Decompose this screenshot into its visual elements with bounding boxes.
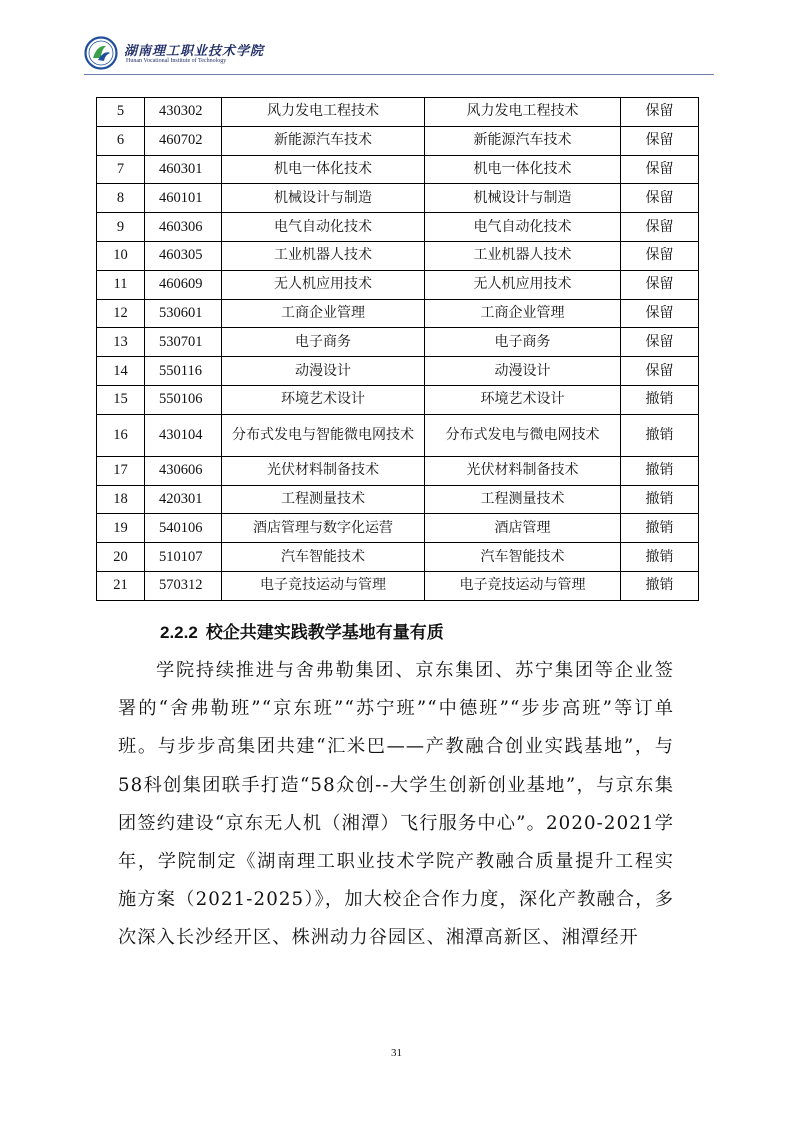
adjusted-major-cell: 电子竞技运动与管理	[425, 571, 621, 600]
original-major-cell: 工商企业管理	[222, 299, 425, 328]
original-major-cell: 电子竞技运动与管理	[222, 571, 425, 600]
original-major-cell: 机电一体化技术	[222, 155, 425, 184]
header-divider	[84, 74, 714, 75]
row-number-cell: 16	[97, 414, 145, 456]
major-code-cell: 420301	[145, 485, 222, 514]
row-number-cell: 18	[97, 485, 145, 514]
adjusted-major-cell: 风力发电工程技术	[425, 98, 621, 127]
section-title-text: 校企共建实践教学基地有量有质	[205, 623, 444, 643]
adjusted-major-cell: 机电一体化技术	[425, 155, 621, 184]
row-number-cell: 19	[97, 514, 145, 543]
major-code-cell: 460702	[145, 126, 222, 155]
table-row	[97, 270, 699, 299]
major-code-cell: 460301	[145, 155, 222, 184]
original-major-cell: 环境艺术设计	[222, 385, 425, 414]
row-number-cell: 9	[97, 213, 145, 242]
status-cell: 保留	[621, 270, 699, 299]
table-row	[97, 299, 699, 328]
original-major-cell: 机械设计与制造	[222, 184, 425, 213]
original-major-cell: 光伏材料制备技术	[222, 456, 425, 485]
major-code-cell: 460609	[145, 270, 222, 299]
table-row	[97, 456, 699, 485]
school-name-en: Hunan Vocational Institute of Technology	[126, 58, 227, 64]
original-major-cell: 工业机器人技术	[222, 241, 425, 270]
row-number-cell: 21	[97, 571, 145, 600]
adjusted-major-cell: 电气自动化技术	[425, 213, 621, 242]
row-number-cell: 5	[97, 98, 145, 127]
table-row	[97, 155, 699, 184]
status-cell: 保留	[621, 328, 699, 357]
row-number-cell: 14	[97, 357, 145, 386]
original-major-cell: 风力发电工程技术	[222, 98, 425, 127]
row-number-cell: 20	[97, 543, 145, 572]
row-number-cell: 8	[97, 184, 145, 213]
table-row	[97, 328, 699, 357]
status-cell: 保留	[621, 155, 699, 184]
table-row	[97, 213, 699, 242]
major-code-cell: 550106	[145, 385, 222, 414]
status-cell: 保留	[621, 98, 699, 127]
adjusted-major-cell: 动漫设计	[425, 357, 621, 386]
adjusted-major-cell: 工商企业管理	[425, 299, 621, 328]
table-row	[97, 514, 699, 543]
table-row	[97, 184, 699, 213]
status-cell: 撤销	[621, 571, 699, 600]
adjusted-major-cell: 光伏材料制备技术	[425, 456, 621, 485]
status-cell: 保留	[621, 126, 699, 155]
adjusted-major-cell: 工程测量技术	[425, 485, 621, 514]
majors-table-body	[97, 98, 699, 601]
adjusted-major-cell: 新能源汽车技术	[425, 126, 621, 155]
page-header	[84, 36, 714, 76]
original-major-cell: 汽车智能技术	[222, 543, 425, 572]
body-paragraph: 学院持续推进与舍弗勒集团、京东集团、苏宁集团等企业签署的“舍弗勒班”“京东班”“苏宁班”“中德班”“步步高班”等订单班。与步步高集团共建“汇米巴——产教融合创业实践基地”，与58科创集团联手打造“58众创--大学生创新创业基地”，与京东集团签约建设“京东无人机（湘潭）飞行服务中心”。2020-2021学年，学院制定《湖南理工职业技术学院产教融合质量提升工程实施方案（2021-2025）》，加大校企合作力度，深化产教融合，多次深入长沙经开区、株洲动力谷园区、湘潭高新区、湘潭经开	[118, 660, 674, 949]
status-cell: 撤销	[621, 543, 699, 572]
row-number-cell: 10	[97, 241, 145, 270]
major-code-cell: 460306	[145, 213, 222, 242]
major-code-cell: 430104	[145, 414, 222, 456]
major-code-cell: 530601	[145, 299, 222, 328]
major-code-cell: 430302	[145, 98, 222, 127]
row-number-cell: 7	[97, 155, 145, 184]
table-row	[97, 98, 699, 127]
page-number: 31	[391, 1047, 402, 1059]
adjusted-major-cell: 汽车智能技术	[425, 543, 621, 572]
table-row	[97, 357, 699, 386]
row-number-cell: 11	[97, 270, 145, 299]
adjusted-major-cell: 工业机器人技术	[425, 241, 621, 270]
adjusted-major-cell: 电子商务	[425, 328, 621, 357]
original-major-cell: 新能源汽车技术	[222, 126, 425, 155]
status-cell: 撤销	[621, 456, 699, 485]
major-code-cell: 460101	[145, 184, 222, 213]
section-heading	[160, 618, 444, 643]
adjusted-major-cell: 分布式发电与微电网技术	[425, 414, 621, 456]
major-code-cell: 510107	[145, 543, 222, 572]
original-major-cell: 无人机应用技术	[222, 270, 425, 299]
row-number-cell: 15	[97, 385, 145, 414]
row-number-cell: 13	[97, 328, 145, 357]
status-cell: 保留	[621, 184, 699, 213]
status-cell: 保留	[621, 213, 699, 242]
section-number: 2.2.2	[160, 623, 198, 642]
major-code-cell: 430606	[145, 456, 222, 485]
row-number-cell: 17	[97, 456, 145, 485]
status-cell: 撤销	[621, 414, 699, 456]
school-name-cn: 湖南理工职业技术学院	[124, 44, 265, 59]
status-cell: 保留	[621, 299, 699, 328]
row-number-cell: 12	[97, 299, 145, 328]
majors-table	[96, 97, 699, 601]
table-row	[97, 126, 699, 155]
major-code-cell: 570312	[145, 571, 222, 600]
table-row	[97, 543, 699, 572]
original-major-cell: 动漫设计	[222, 357, 425, 386]
status-cell: 保留	[621, 357, 699, 386]
school-logo-icon	[84, 36, 118, 70]
adjusted-major-cell: 机械设计与制造	[425, 184, 621, 213]
status-cell: 撤销	[621, 485, 699, 514]
major-code-cell: 460305	[145, 241, 222, 270]
table-row	[97, 571, 699, 600]
status-cell: 撤销	[621, 385, 699, 414]
row-number-cell: 6	[97, 126, 145, 155]
adjusted-major-cell: 无人机应用技术	[425, 270, 621, 299]
original-major-cell: 工程测量技术	[222, 485, 425, 514]
major-code-cell: 550116	[145, 357, 222, 386]
status-cell: 撤销	[621, 514, 699, 543]
original-major-cell: 电气自动化技术	[222, 213, 425, 242]
table-row	[97, 485, 699, 514]
major-code-cell: 530701	[145, 328, 222, 357]
table-row	[97, 385, 699, 414]
major-code-cell: 540106	[145, 514, 222, 543]
original-major-cell: 分布式发电与智能微电网技术	[222, 414, 425, 456]
table-row	[97, 414, 699, 456]
original-major-cell: 酒店管理与数字化运营	[222, 514, 425, 543]
original-major-cell: 电子商务	[222, 328, 425, 357]
status-cell: 保留	[621, 241, 699, 270]
adjusted-major-cell: 环境艺术设计	[425, 385, 621, 414]
table-row	[97, 241, 699, 270]
adjusted-major-cell: 酒店管理	[425, 514, 621, 543]
